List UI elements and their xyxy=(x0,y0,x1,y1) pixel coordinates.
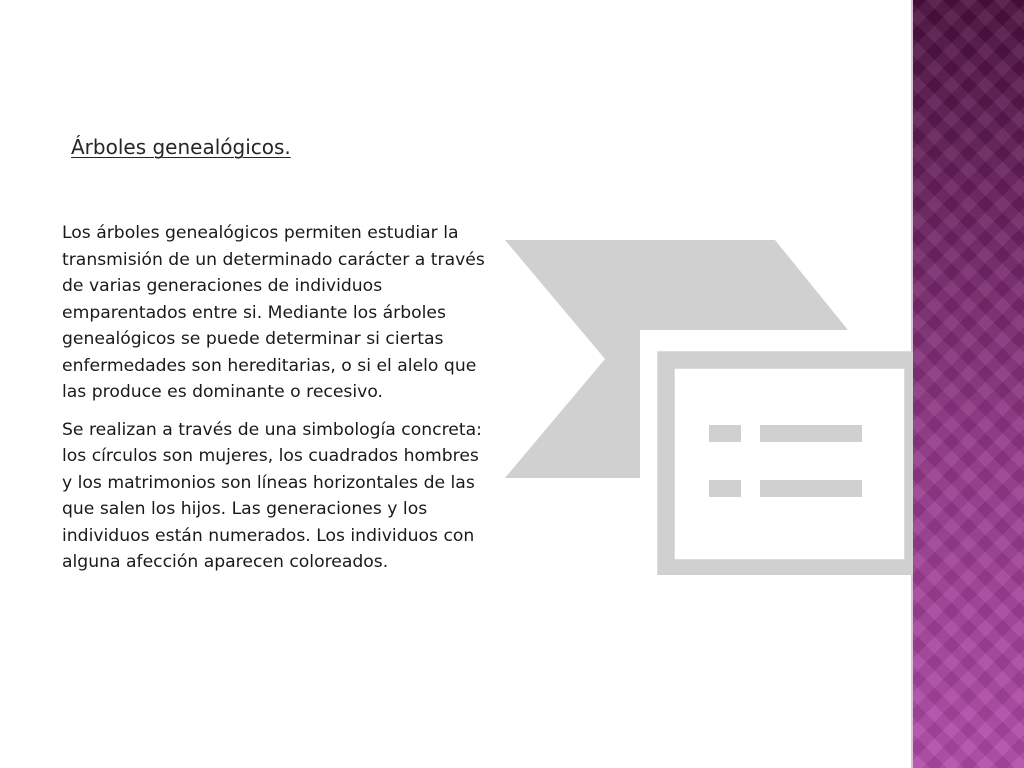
decorative-side-band xyxy=(913,0,1024,768)
content-placeholder-icon xyxy=(500,235,913,575)
paragraph-2: Se realizan a través de una simbología concreta: los círculos son mujeres, los cuadrados hombres y los matrimonios son líneas horizontales de las que salen los hijos. Las generaciones y los individuos están numerados. Los individuos con alguna afección aparecen coloreados. xyxy=(62,419,482,572)
card-frame xyxy=(666,360,913,568)
list-bullet-2 xyxy=(709,480,741,497)
body-text xyxy=(62,220,487,587)
slide-title: Árboles genealógicos. xyxy=(71,135,291,159)
list-line-2 xyxy=(760,480,862,497)
list-line-1 xyxy=(760,425,862,442)
list-bullet-1 xyxy=(709,425,741,442)
paragraph-1: Los árboles genealógicos permiten estudiar la transmisión de un determinado carácter a través de varias generaciones de individuos emparentados entre si. Mediante los árboles genealógicos se puede determinar si ciertas enfermedades son hereditarias, o si el alelo que las produce es dominante o recesivo. xyxy=(62,223,485,402)
